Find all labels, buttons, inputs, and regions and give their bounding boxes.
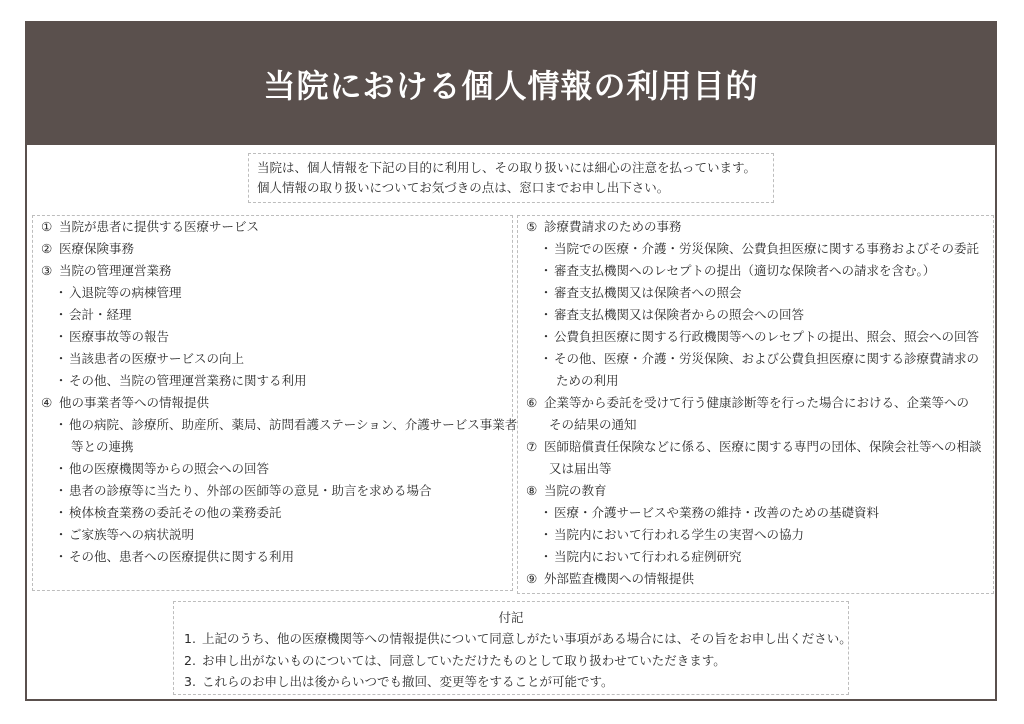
list-item [518,282,982,304]
appendix-box [173,601,852,695]
list-item [33,216,517,238]
list-item [518,238,982,260]
list-item-marker: ・ [539,549,553,564]
list-item [518,216,982,238]
list-item [518,480,982,502]
list-item-text: 入退院等の病棟管理 [69,285,182,300]
list-item-text: 当院が患者に提供する医療サービス [59,219,260,234]
list-item-text: 医師賠償責任保険などに係る、医療に関する専門の団体、保険会社等への相談 [544,439,982,454]
purpose-list-right [517,215,994,594]
list-item-marker: ⑨ [526,571,538,586]
list-item [33,238,517,260]
list-item-text: ための利用 [556,373,619,388]
list-item [33,260,517,282]
list-item [33,414,517,436]
list-item-marker: ・ [539,505,553,520]
list-item-text: ご家族等への病状説明 [69,527,195,542]
list-item-marker: ・ [54,461,68,476]
list-item-marker: ・ [54,307,68,322]
list-item-text: 診療費請求のための事務 [544,219,682,234]
list-item-marker: ・ [539,351,553,366]
list-item-text: 企業等から委託を受けて行う健康診断等を行った場合における、企業等への [544,395,970,410]
list-item-text: 患者の診療等に当たり、外部の医師等の意見・助言を求める場合 [69,483,432,498]
list-item [518,370,982,392]
list-item-text: その他、当院の管理運営業務に関する利用 [69,373,307,388]
appendix-title: 付記 [498,610,524,625]
appendix-item-number: 2. [184,652,196,668]
list-item-text: 公費負担医療に関する行政機関等へのレセプトの提出、照会、照会への回答 [554,329,980,344]
list-item [33,370,517,392]
list-item-marker: ・ [54,329,68,344]
list-item [33,304,517,326]
list-item-marker: ・ [54,373,68,388]
list-item-marker: ・ [539,263,553,278]
appendix-item-number: 1. [184,631,196,646]
list-item [518,502,982,524]
list-item [518,414,982,436]
intro-line: 当院は、個人情報を下記の目的に利用し、その取り扱いには細心の注意を払っています。 [257,160,757,175]
list-item-marker: ③ [41,263,53,278]
list-item [518,458,982,480]
intro-box [248,153,774,203]
list-item-text: 当該患者の医療サービスの向上 [69,351,245,366]
page-title: 当院における個人情報の利用目的 [27,23,995,145]
list-item-text: 審査支払機関又は保険者からの照会への回答 [554,307,805,322]
list-item-text: 医療保険事務 [59,241,135,256]
notice-frame [25,21,997,701]
list-item [33,502,517,524]
list-item-marker: ④ [41,395,53,410]
appendix-item-number: 3. [184,674,196,689]
list-item-marker: ⑤ [526,219,538,234]
list-item-text: 審査支払機関又は保険者への照会 [554,285,742,300]
list-item [33,458,517,480]
list-item [33,480,517,502]
list-item-marker: ・ [54,505,68,520]
list-item-marker: ・ [54,417,68,432]
list-item-marker: ・ [539,285,553,300]
list-item-marker: ⑧ [526,483,538,498]
list-item-text: その他、患者への医療提供に関する利用 [69,549,295,564]
list-item-text: 医療・介護サービスや業務の維持・改善のための基礎資料 [554,505,880,520]
right-list [518,216,982,590]
left-list [33,216,517,568]
list-item [518,348,982,370]
list-item-marker: ・ [54,351,68,366]
list-item [518,326,982,348]
list-item [33,348,517,370]
list-item-marker: ⑦ [526,439,538,454]
appendix-item-text: これらのお申し出は後からいつでも撤回、変更等をすることが可能です。 [202,674,614,689]
list-item-text: 他の病院、診療所、助産所、薬局、訪問看護ステーション、介護サービス事業者 [69,417,518,432]
list-item [518,260,982,282]
list-item-text: 他の事業者等への情報提供 [59,395,210,410]
list-item-text: 外部監査機関への情報提供 [544,571,695,586]
list-item-text: 又は届出等 [549,461,612,476]
list-item-marker: ・ [539,527,553,542]
list-item-text: 当院の管理運営業務 [59,263,172,278]
appendix-item-text: お申し出がないものについては、同意していただけたものとして取り扱わせていただきます。 [202,652,726,668]
list-item-marker: ・ [54,285,68,300]
list-item [518,524,982,546]
list-item-text: 審査支払機関へのレセプトの提出（適切な保険者への請求を含む。） [554,263,936,278]
appendix-item-text: 上記のうち、他の医療機関等への情報提供について同意しがたい事項がある場合には、その旨をお申し出ください。 [202,631,852,646]
list-item [33,282,517,304]
list-item [518,546,982,568]
list-item-text: 当院内において行われる症例研究 [554,549,742,564]
list-item [518,392,982,414]
list-item [33,392,517,414]
list-item-text: 当院の教育 [544,483,607,498]
list-item-text: 当院での医療・介護・労災保険、公費負担医療に関する事務およびその委託 [554,241,980,256]
list-item-marker: ⑥ [526,395,538,410]
list-item-text: 等との連携 [71,439,134,454]
list-item-marker: ・ [539,307,553,322]
list-item-marker: ・ [54,527,68,542]
list-item-text: その結果の通知 [549,417,637,432]
appendix-item [184,650,852,672]
purpose-list-left [32,215,518,591]
list-item-text: 医療事故等の報告 [69,329,170,344]
list-item [518,304,982,326]
list-item-text: 他の医療機関等からの照会への回答 [69,461,270,476]
list-item-marker: ・ [54,483,68,498]
list-item-text: その他、医療・介護・労災保険、および公費負担医療に関する診療費請求の [554,351,980,366]
list-item [518,568,982,590]
appendix-item [184,671,852,693]
list-item [33,546,517,568]
list-item [33,524,517,546]
list-item-text: 会計・経理 [69,307,132,322]
list-item-marker: ・ [539,241,553,256]
list-item-marker: ・ [54,549,68,564]
list-item-text: 検体検査業務の委託その他の業務委託 [69,505,282,520]
intro-line: 個人情報の取り扱いについてお気づきの点は、窓口までお申し出下さい。 [257,180,670,195]
list-item [518,436,982,458]
list-item-marker: ② [41,241,53,256]
list-item-marker: ・ [539,329,553,344]
list-item [33,436,517,458]
appendix-item [184,628,852,650]
list-item [33,326,517,348]
list-item-marker: ① [41,219,53,234]
list-item-text: 当院内において行われる学生の実習への協力 [554,527,805,542]
appendix-list [184,628,852,693]
